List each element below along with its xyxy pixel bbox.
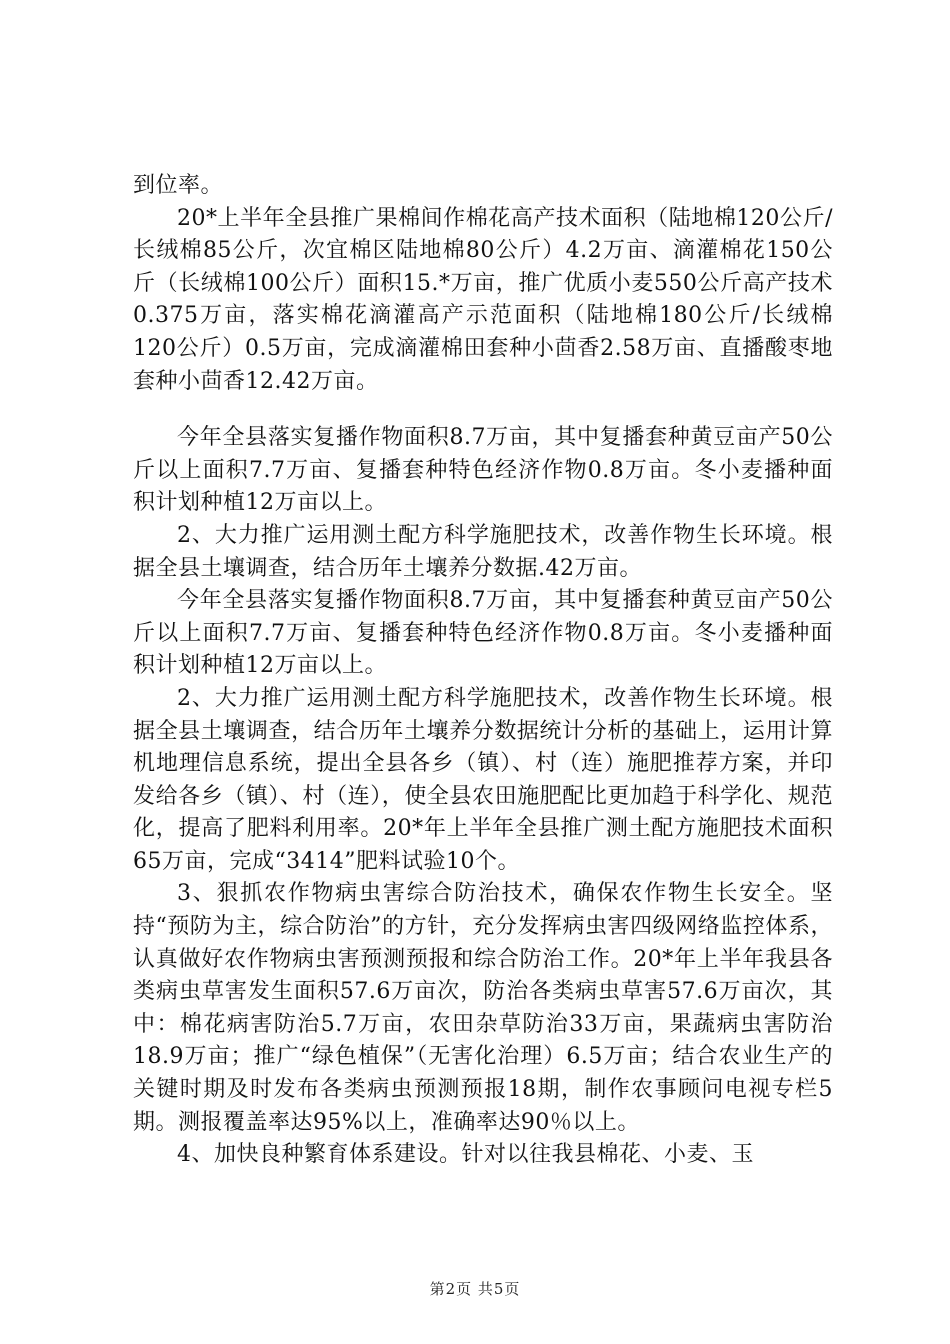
page-footer: 第2页 共5页 xyxy=(429,1280,521,1298)
paragraph-continuation: 到位率。 xyxy=(133,173,224,198)
paragraph-fertilizer-1: 2、大力推广运用测土配方科学施肥技术，改善作物生长环境。根据全县土壤调查，结合历年土壤养分数据.42万亩。 xyxy=(133,522,833,581)
paragraph-cotton-tech: 20*上半年全县推广果棉间作棉花高产技术面积（陆地棉120公斤/长绒棉85公斤，次宜棉区陆地棉80公斤）4.2万亩、滴灌棉花150公斤（长绒棉100公斤）面积15.*万亩，推广优质小麦550公斤高产技术0.375万亩，落实棉花滴灌高产示范面积（陆地棉180公斤/长绒棉120公斤）0.5万亩，完成滴灌棉田套种小茴香2.58万亩、直播酸枣地套种小茴香12.42万亩。 xyxy=(133,205,833,394)
paragraph-fertilizer-2: 2、大力推广运用测土配方科学施肥技术，改善作物生长环境。根据全县土壤调查，结合历年土壤养分数据统计分析的基础上，运用计算机地理信息系统，提出全县各乡（镇）、村（连）施肥推荐方案，并印发给各乡（镇）、村（连），使全县农田施肥配比更加趋于科学化、规范化，提高了肥料利用率。20*年上半年全县推广测土配方施肥技术面积65万亩，完成“3414”肥料试验10个。 xyxy=(133,685,833,874)
paragraph-replanting-2: 今年全县落实复播作物面积8.7万亩，其中复播套种黄豆亩产50公斤以上面积7.7万亩、复播套种特色经济作物0.8万亩。冬小麦播种面积计划种植12万亩以上。 xyxy=(133,588,833,679)
paragraph-pest-control: 3、狠抓农作物病虫害综合防治技术，确保农作物生长安全。坚持“预防为主，综合防治”的方针，充分发挥病虫害四级网络监控体系，认真做好农作物病虫害预测预报和综合防治工作。20*年上半年我县各类病虫草害发生面积57.6万亩次，防治各类病虫草害57.6万亩次，其中：棉花病害防治5.7万亩，农田杂草防治33万亩，果蔬病虫害防治18.9万亩；推广“绿色植保”（无害化治理）6.5万亩；结合农业生产的关键时期及时发布各类病虫预测预报18期，制作农事顾问电视专栏5期。测报覆盖率达95%以上，准确率达90％以上。 xyxy=(133,881,833,1135)
document-body xyxy=(133,170,833,1172)
paragraph-seed-breeding: 4、加快良种繁育体系建设。针对以往我县棉花、小麦、玉 xyxy=(177,1142,754,1168)
paragraph-replanting-1: 今年全县落实复播作物面积8.7万亩，其中复播套种黄豆亩产50公斤以上面积7.7万亩、复播套种特色经济作物0.8万亩。冬小麦播种面积计划种植12万亩以上。 xyxy=(133,425,833,516)
